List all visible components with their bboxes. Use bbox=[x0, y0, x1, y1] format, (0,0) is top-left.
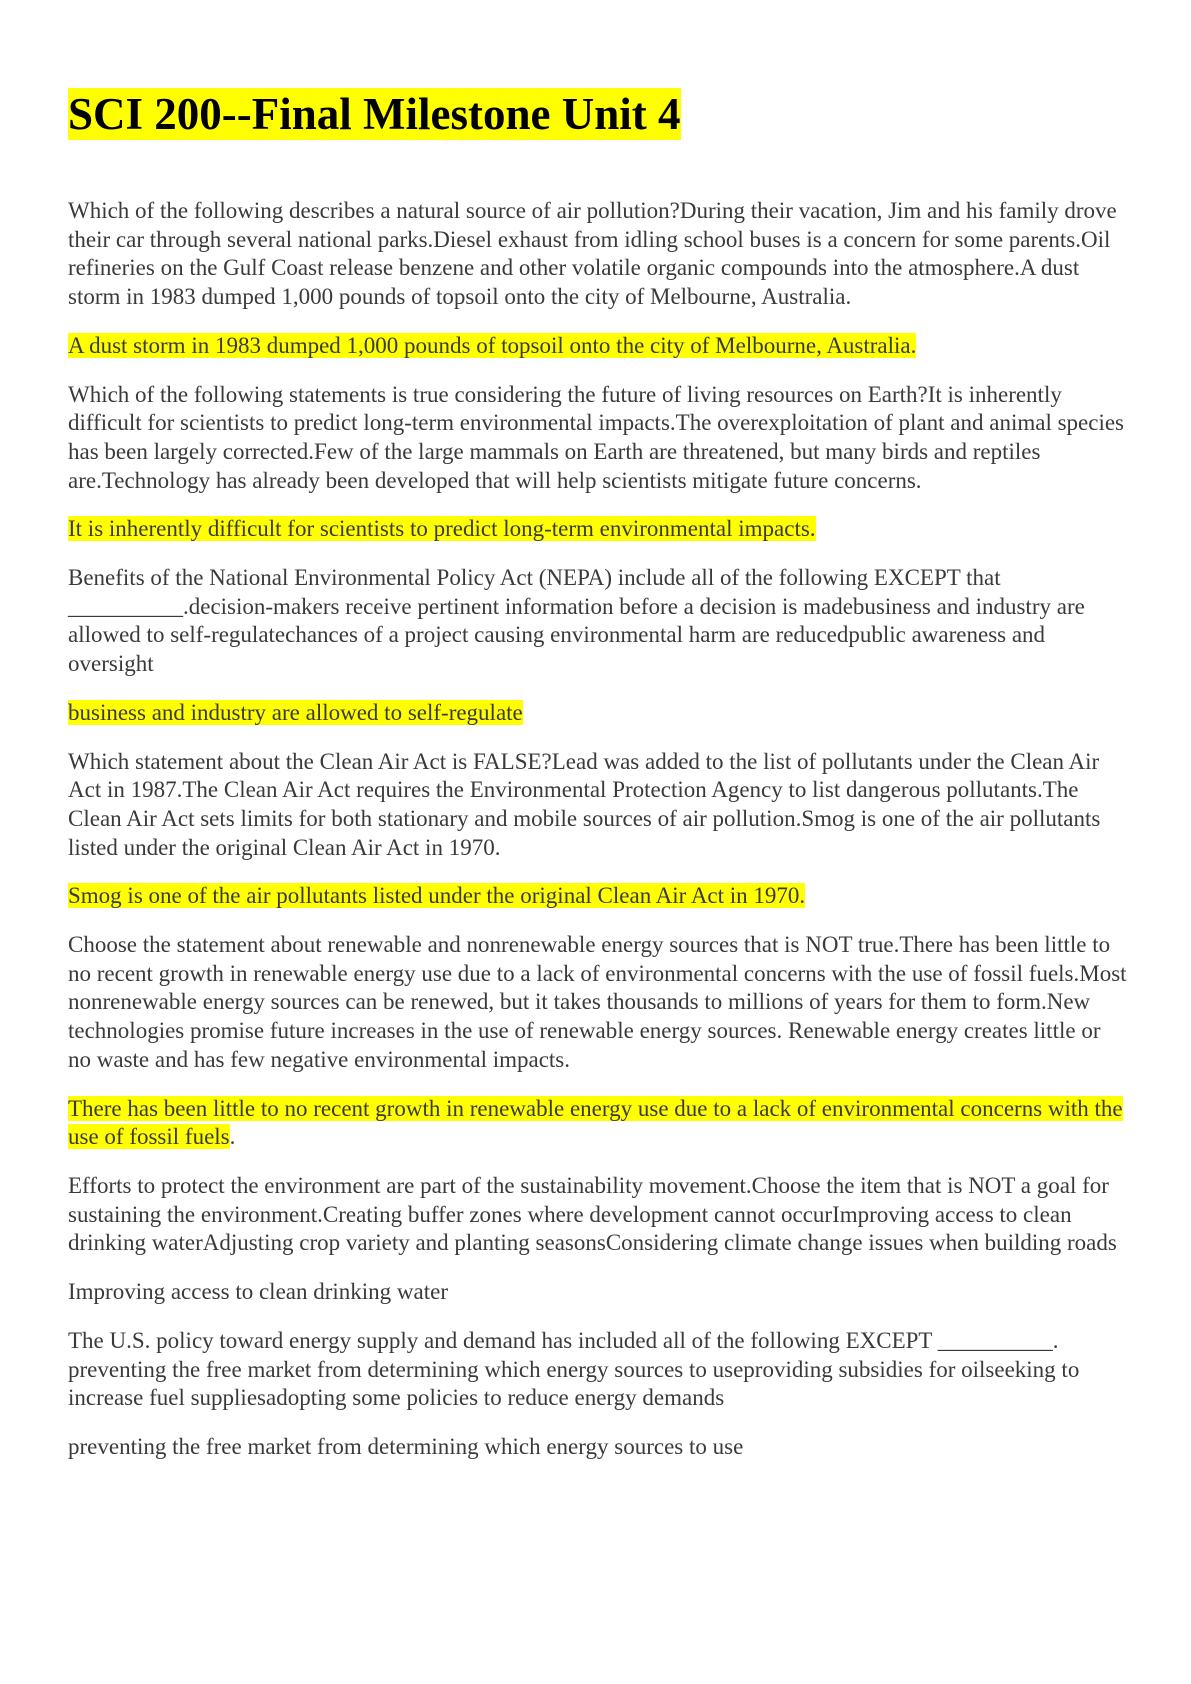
question-text: Efforts to protect the environment are part of the sustainability movement.Choose the item that is NOT a goal for sustaining the environment.Creating buffer zones where development cannot occurImproving access to clean drinking waterAdjusting crop variety and planting seasonsConsidering climate change issues when building roads bbox=[68, 1172, 1117, 1256]
document-page bbox=[68, 88, 1128, 1482]
question-text: Benefits of the National Environmental Policy Act (NEPA) include all of the following EXCEPT that __________.decision-makers receive pertinent information before a decision is madebusiness and industry are allowed to self-regulatechances of a project causing environmental harm are reducedpublic awareness and oversight bbox=[68, 565, 1085, 677]
question-text: Which of the following describes a natural source of air pollution?During their vacation, Jim and his family drove their car through several national parks.Diesel exhaust from idling school buses is a concern for some parents.Oil refineries on the Gulf Coast release benzene and other volatile organic compounds into the atmosphere.A dust storm in 1983 dumped 1,000 pounds of topsoil onto the city of Melbourne, Australia. bbox=[68, 198, 1117, 310]
answer-text bbox=[68, 515, 1128, 544]
qa-list bbox=[68, 197, 1128, 1462]
qa-item-4 bbox=[68, 748, 1128, 912]
answer-plain: preventing the free market from determining which energy sources to use bbox=[68, 1433, 744, 1459]
question-text: The U.S. policy toward energy supply and demand has included all of the following EXCEPT __________. preventing the free market from determining which energy sources to useproviding subsidies for oilseeking to increase fuel suppliesadopting some policies to reduce energy demands bbox=[68, 1327, 1080, 1411]
answer-text bbox=[68, 1095, 1128, 1152]
answer-text bbox=[68, 332, 1128, 361]
answer-text bbox=[68, 882, 1128, 911]
qa-item-6 bbox=[68, 1172, 1128, 1307]
answer-text bbox=[68, 699, 1128, 728]
answer-suffix: . bbox=[229, 1124, 236, 1150]
answer-text bbox=[68, 1278, 1128, 1307]
document-title: SCI 200--Final Milestone Unit 4 bbox=[68, 89, 681, 139]
answer-plain: Improving access to clean drinking water bbox=[68, 1279, 449, 1305]
answer-highlight: It is inherently difficult for scientists to predict long-term environmental impacts. bbox=[68, 516, 816, 542]
answer-highlight: There has been little to no recent growth in renewable energy use due to a lack of environmental concerns with the use of fossil fuels bbox=[68, 1095, 1123, 1150]
question-text: Which of the following statements is true considering the future of living resources on Earth?It is inherently difficult for scientists to predict long-term environmental impacts.The overexploitation of plant and animal species has been largely corrected.Few of the large mammals on Earth are threatened, but many birds and reptiles are.Technology has already been developed that will help scientists mitigate future concerns. bbox=[68, 381, 1125, 493]
qa-item-3 bbox=[68, 564, 1128, 728]
qa-item-2 bbox=[68, 381, 1128, 545]
qa-item-1 bbox=[68, 197, 1128, 361]
answer-highlight: A dust storm in 1983 dumped 1,000 pounds of topsoil onto the city of Melbourne, Australia. bbox=[68, 332, 917, 358]
qa-item-5 bbox=[68, 931, 1128, 1152]
question-text: Choose the statement about renewable and nonrenewable energy sources that is NOT true.There has been little to no recent growth in renewable energy use due to a lack of environmental concerns with the use of fossil fuels.Most nonrenewable energy sources can be renewed, but it takes thousands to millions of years for them to form.New technologies promise future increases in the use of renewable energy sources. Renewable energy creates little or no waste and has few negative environmental impacts. bbox=[68, 932, 1127, 1072]
answer-highlight: Smog is one of the air pollutants listed under the original Clean Air Act in 1970. bbox=[68, 883, 806, 909]
answer-text bbox=[68, 1433, 1128, 1462]
qa-item-7 bbox=[68, 1327, 1128, 1462]
question-text: Which statement about the Clean Air Act is FALSE?Lead was added to the list of pollutants under the Clean Air Act in 1987.The Clean Air Act requires the Environmental Protection Agency to list dangerous pollutants.The Clean Air Act sets limits for both stationary and mobile sources of air pollution.Smog is one of the air pollutants listed under the original Clean Air Act in 1970. bbox=[68, 748, 1101, 860]
answer-highlight: business and industry are allowed to self-regulate bbox=[68, 699, 523, 725]
